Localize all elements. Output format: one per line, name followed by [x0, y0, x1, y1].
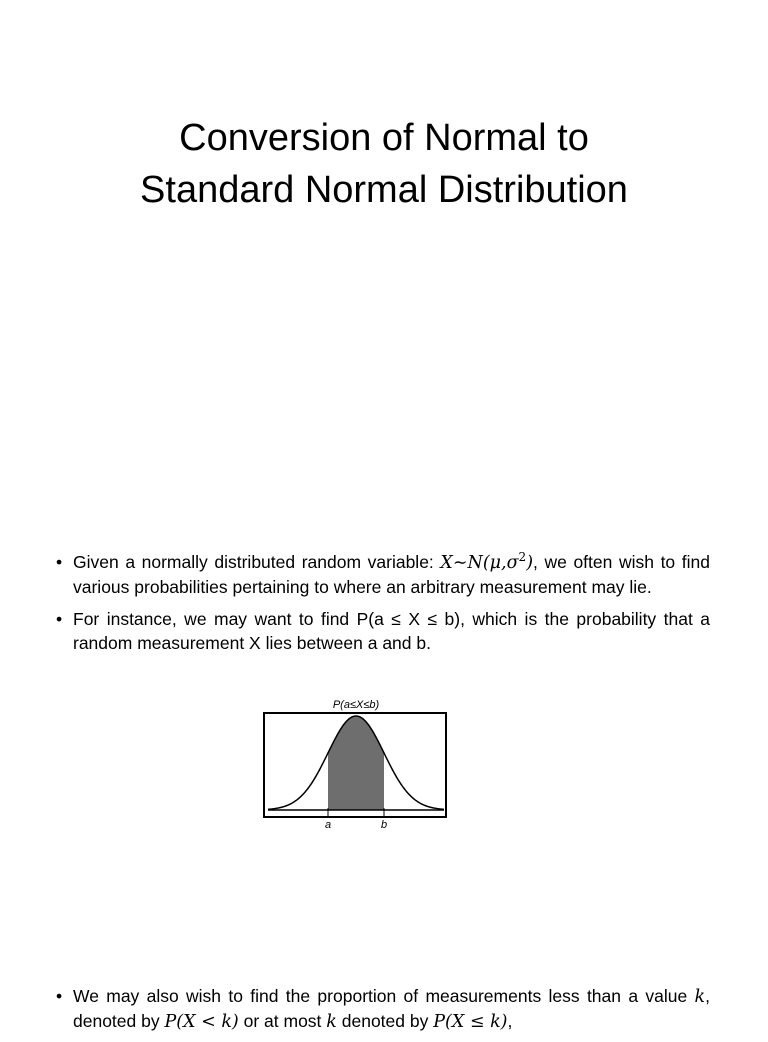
bullet-dot-icon: • [56, 552, 63, 572]
math-k: k [326, 1012, 337, 1032]
bullet-less-than-k [56, 984, 710, 1034]
normal-curve-figure [262, 696, 450, 830]
math-k: k [694, 987, 706, 1007]
bullet-list-bottom [56, 984, 710, 1042]
math-normal-notation: $X\sim N(\mu,\sigma^2)$ [440, 550, 534, 573]
bullet-text: Given a normally distributed random variable: [73, 552, 441, 572]
bullet-dot-icon: • [56, 986, 63, 1006]
bullet-normal-variable [56, 550, 710, 599]
bullet-text: or at most [238, 1011, 327, 1031]
bullet-text: denoted by [336, 1011, 434, 1031]
bullet-text: For instance, we may want to find P(a ≤ X ≤ b), which is the probability that a random measurement X lies between a and b. [73, 609, 710, 653]
math-p-less-k: P(X < k) [164, 1012, 239, 1032]
figure-probability-label: P(a≤X≤b) [332, 699, 380, 711]
bullet-interval-probability [56, 607, 710, 655]
bullet-list-top [56, 550, 710, 663]
bullet-text: , [507, 1011, 513, 1031]
title-line-1: Conversion of Normal to [179, 117, 589, 159]
bullet-text: , denoted by [73, 986, 710, 1031]
math-p-atmost-k: P(X ≤ k) [433, 1012, 508, 1032]
slide-title [0, 112, 768, 216]
bullet-dot-icon: • [56, 609, 63, 629]
bullet-text: We may also wish to find the proportion of measurements less than a value [73, 986, 695, 1006]
title-line-2: Standard Normal Distribution [140, 169, 628, 211]
label-b: b [380, 819, 388, 830]
label-a: a [324, 819, 332, 830]
bullet-text: , we often wish to find various probabilities pertaining to where an arbitrary measurement may lie. [73, 552, 710, 597]
